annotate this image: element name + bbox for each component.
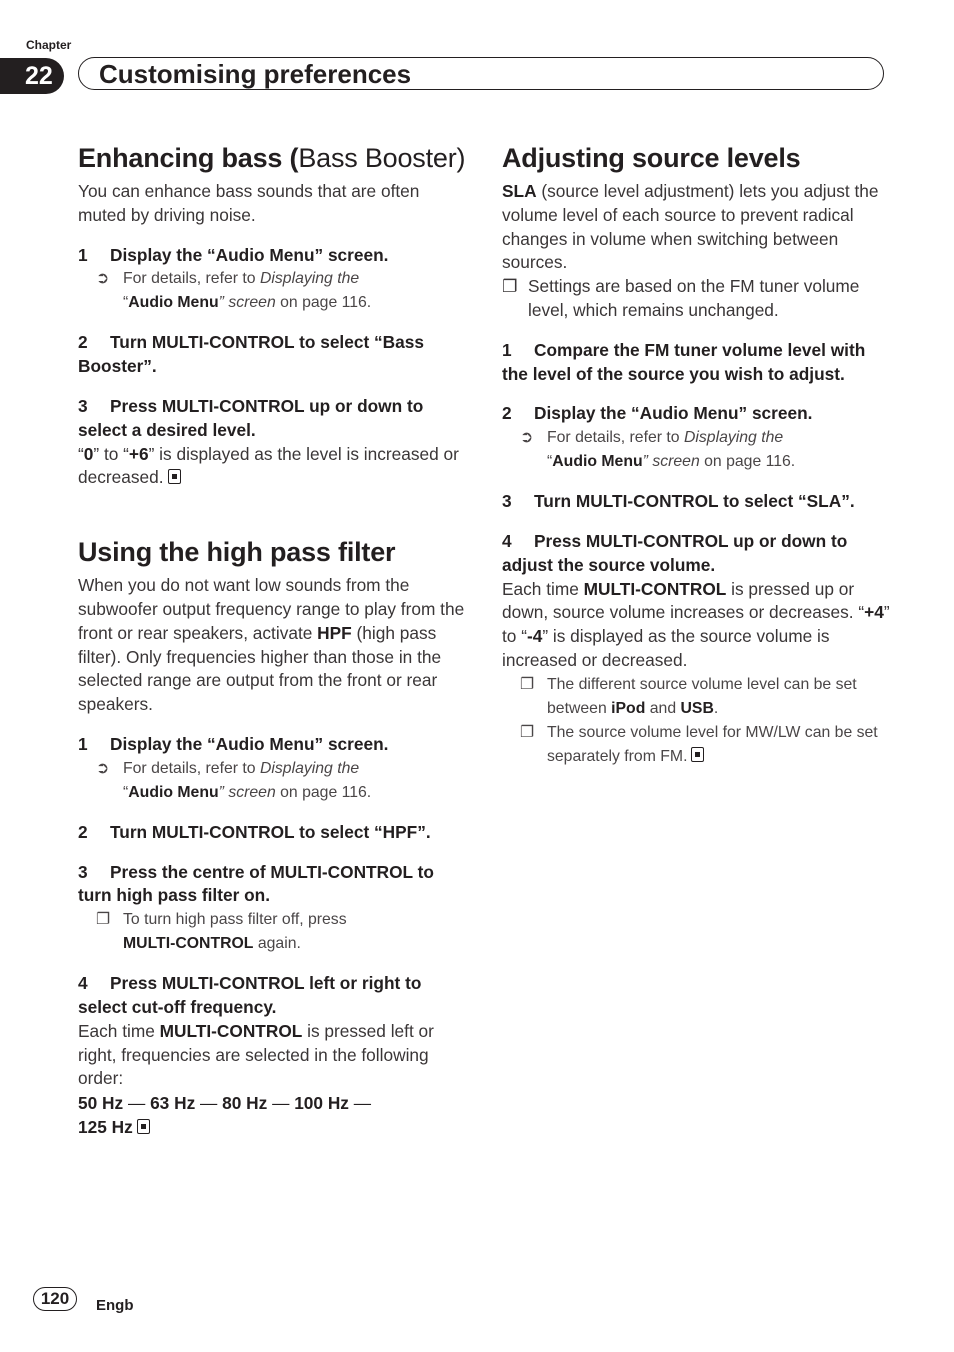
checkbox-icon: ❐ xyxy=(520,723,535,741)
sla-step-3: 3 Turn MULTI-CONTROL to select “SLA”. xyxy=(502,491,855,512)
chapter-title: Customising preferences xyxy=(78,57,884,90)
bass-step-2: 2 Turn MULTI-CONTROL to select “Bass Booster”. xyxy=(78,332,424,377)
chapter-label: Chapter xyxy=(26,38,72,52)
sla-intro-note: ❐ Settings are based on the FM tuner volume level, which remains unchanged. xyxy=(502,276,860,320)
page-number: 120 xyxy=(33,1287,77,1311)
hpf-step-2: 2 Turn MULTI-CONTROL to select “HPF”. xyxy=(78,821,431,842)
sla-step-2-note: ➲ For details, refer to Displaying the “Audio Menu” screen on page 116. xyxy=(502,426,892,474)
frequency-item: 100 Hz xyxy=(294,1093,349,1114)
hpf-intro: When you do not want low sounds from the subwoofer output frequency range to play from the front or rear speakers, activate HPF (high pass filter). Only frequencies higher than those in the selected range are output from the front or rear speakers. xyxy=(78,575,465,715)
section-title-sla: Adjusting source levels xyxy=(502,143,801,173)
audio-menu-link[interactable]: Audio Menu xyxy=(128,294,219,312)
bass-intro: You can enhance bass sounds that are often muted by driving noise. xyxy=(78,181,420,225)
checkbox-icon: ❐ xyxy=(96,911,111,929)
section-title-hpf: Using the high pass filter xyxy=(78,537,396,568)
bass-step-3: 3 Press MULTI-CONTROL up or down to select a desired level. xyxy=(78,395,424,440)
section-title-bold: Enhancing bass ( xyxy=(78,143,299,173)
arrow-icon: ➲ xyxy=(520,429,534,447)
hpf-step-4-body: Each time MULTI-CONTROL is pressed left or right, frequencies are selected in the following order: xyxy=(78,1020,434,1089)
section-title-bass-booster xyxy=(78,140,466,176)
left-column xyxy=(78,140,466,1139)
hpf-step-1-note: ➲ For details, refer to Displaying the “Audio Menu” screen on page 116. xyxy=(78,757,466,805)
hpf-step-4: 4 Press MULTI-CONTROL left or right to select cut-off frequency. xyxy=(78,973,422,1017)
frequency-item: 63 Hz xyxy=(150,1093,196,1114)
hpf-step-1: 1 Display the “Audio Menu” screen. xyxy=(78,733,389,754)
end-mark-icon xyxy=(137,1119,150,1134)
bass-step-3-body: “0” to “+6” is displayed as the level is increased or decreased. xyxy=(78,443,459,488)
sla-note-1: ❐ The different source volume level can be set between iPod and USB. xyxy=(502,673,892,721)
frequency-item: 80 Hz xyxy=(222,1093,268,1114)
sla-step-4-body: Each time MULTI-CONTROL is pressed up or down, source volume increases or decreases. “+4” to “-4” is displayed as the source volume is increased or decreased. xyxy=(502,578,890,670)
hpf-step-3-note: ❐ To turn high pass filter off, press MULTI-CONTROL again. xyxy=(78,908,466,956)
sla-note-2: ❐ The source volume level for MW/LW can be set separately from FM. xyxy=(502,721,892,769)
language-code: Engb xyxy=(96,1297,134,1314)
section-title-light: Bass Booster) xyxy=(298,143,466,173)
right-column xyxy=(502,140,892,769)
end-mark-icon xyxy=(691,747,704,762)
sla-step-1: 1 Compare the FM tuner volume level with the level of the source you wish to adjust. xyxy=(502,339,866,384)
sla-step-2: 2 Display the “Audio Menu” screen. xyxy=(502,403,813,424)
audio-menu-link[interactable]: Audio Menu xyxy=(552,453,643,471)
frequency-item: 125 Hz xyxy=(78,1117,133,1138)
bass-step-1: 1 Display the “Audio Menu” screen. xyxy=(78,244,389,265)
bass-step-1-note: ➲ For details, refer to Displaying the “Audio Menu” screen on page 116. xyxy=(78,267,466,315)
chapter-number: 22 xyxy=(0,58,64,94)
frequency-item: 50 Hz xyxy=(78,1093,124,1114)
arrow-icon: ➲ xyxy=(96,759,110,777)
arrow-icon: ➲ xyxy=(96,270,110,288)
audio-menu-link[interactable]: Audio Menu xyxy=(128,783,219,801)
checkbox-icon: ❐ xyxy=(520,675,535,693)
sla-intro: SLA (source level adjustment) lets you adjust the volume level of each source to prevent radical changes in volume when switching between sources. xyxy=(502,181,879,273)
hpf-step-3: 3 Press the centre of MULTI-CONTROL to turn high pass filter on. xyxy=(78,861,434,906)
sla-step-4: 4 Press MULTI-CONTROL up or down to adjust the source volume. xyxy=(502,530,848,575)
frequency-list: 50 Hz — 63 Hz — 80 Hz — 100 Hz — 125 Hz xyxy=(78,1093,372,1138)
end-mark-icon xyxy=(168,469,181,484)
checkbox-icon: ❐ xyxy=(502,276,518,297)
